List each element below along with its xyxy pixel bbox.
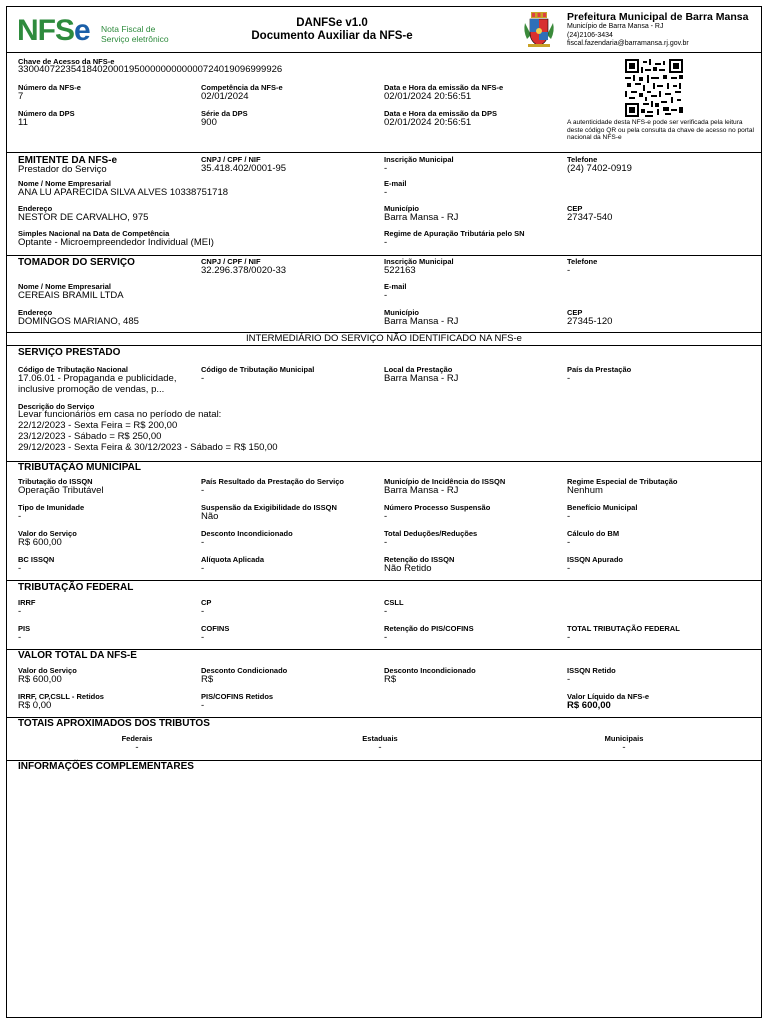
tomador-tel-label: Telefone [567,257,598,266]
chave-label: Chave de Acesso da NFS-e [18,57,115,66]
vt-desc-cond-value: R$ [201,674,214,685]
emissao-dps-label: Data e Hora da emissão da DPS [384,109,497,118]
cofins-value: - [201,632,205,643]
valor-servico-label: Valor do Serviço [18,529,77,538]
numero-nfse-value: 7 [18,91,24,102]
vt-liquido-label: Valor Líquido da NFS-e [567,692,650,701]
aliquota-label: Alíquota Aplicada [201,555,265,564]
totais-est-label: Estaduais [362,734,398,743]
totais-fed-value: - [135,742,139,753]
tomador-end-value: DOMINGOS MARIANO, 485 [18,316,139,327]
tomador-im-value: 522163 [384,265,416,276]
totais-mun-label: Municipais [604,734,644,743]
num-proc-label: Número Processo Suspensão [384,503,491,512]
emitente-im-value: - [384,163,388,174]
tomador-cep-value: 27345-120 [567,316,613,327]
tomador-tel-value: - [567,265,571,276]
emitente-cep-label: CEP [567,204,583,213]
prefeitura-name: Prefeitura Municipal de Barra Mansa [567,11,749,23]
tomador-end-label: Endereço [18,308,53,317]
pais-res-value: - [201,485,205,496]
csll-label: CSLL [384,598,404,607]
emitente-tel-value: (24) 7402-0919 [567,163,632,174]
desc-line2: 22/12/2023 - Sexta Feira = R$ 200,00 [18,420,178,431]
calc-bm-value: - [567,537,571,548]
bc-issqn-value: - [18,563,22,574]
desc-incond-label: Desconto Incondicionado [201,529,293,538]
ret-pis-value: - [384,632,388,643]
prefeitura-info [567,11,757,49]
total-trib-fed-label: TOTAL TRIBUTAÇÃO FEDERAL [567,624,680,633]
divider [7,255,761,256]
vt-desc-cond-label: Desconto Condicionado [201,666,288,675]
competencia-value: 02/01/2024 [201,91,249,102]
total-ded-value: - [384,537,388,548]
servico-title: SERVIÇO PRESTADO [18,347,121,358]
nfse-logo [17,14,169,47]
tomador-mun-label: Município [384,308,419,317]
pais-label: País da Prestação [567,365,632,374]
cod-nac-line1: 17.06.01 - Propaganda e publicidade, [18,373,177,384]
divider [7,52,761,53]
serie-dps-label: Série da DPS [201,109,248,118]
trib-issqn-value: Operação Tributável [18,485,104,496]
tomador-email-value: - [384,290,388,301]
tomador-cnpj-label: CNPJ / CPF / NIF [201,257,261,266]
tomador-im-label: Inscrição Municipal [384,257,454,266]
emitente-cnpj-label: CNPJ / CPF / NIF [201,155,261,164]
totais-fed-label: Federais [121,734,153,743]
totais-est-value: - [378,742,382,753]
desc-line3: 23/12/2023 - Sábado = R$ 250,00 [18,431,162,442]
pis-value: - [18,632,22,643]
emitente-title: EMITENTE DA NFS-e [18,155,118,166]
vt-issqn-ret-value: - [567,674,571,685]
logo-subtitle [101,24,191,44]
vt-pis-label: PIS/COFINS Retidos [201,692,274,701]
municipal-crest-icon [523,11,555,49]
logo-e-text: e [74,14,91,47]
logo-sub-line1: Nota Fiscal de [101,24,156,34]
desc-line4: 29/12/2023 - Sexta Feira & 30/12/2023 - Sábado = R$ 150,00 [18,442,278,453]
vt-valor-label: Valor do Serviço [18,666,77,675]
pais-res-label: País Resultado da Prestação do Serviço [201,477,344,486]
susp-value: Não [201,511,219,522]
emitente-mun-value: Barra Mansa - RJ [384,212,459,223]
emissao-nfse-value: 02/01/2024 20:56:51 [384,91,472,102]
csll-value: - [384,606,388,617]
tipo-imun-value: - [18,511,22,522]
desc-incond-value: - [201,537,205,548]
issqn-apurado-value: - [567,563,571,574]
benef-value: - [567,511,571,522]
mun-inc-label: Município de Incidência do ISSQN [384,477,506,486]
aliquota-value: - [201,563,205,574]
pis-label: PIS [18,624,31,633]
tipo-imun-label: Tipo de Imunidade [18,503,85,512]
cp-label: CP [201,598,212,607]
tomador-nome-label: Nome / Nome Empresarial [18,282,111,291]
tomador-cep-label: CEP [567,308,583,317]
qr-code-icon[interactable] [625,59,683,117]
numero-dps-label: Número da DPS [18,109,75,118]
local-value: Barra Mansa - RJ [384,373,459,384]
valor-servico-value: R$ 600,00 [18,537,62,548]
ret-pis-label: Retenção do PIS/COFINS [384,624,474,633]
emitente-cnpj-value: 35.418.402/0001-95 [201,163,287,174]
numero-dps-value: 11 [18,117,28,128]
cofins-label: COFINS [201,624,230,633]
tomador-cnpj-value: 32.296.378/0020-33 [201,265,287,276]
total-trib-fed-value: - [567,632,571,643]
emitente-tel-label: Telefone [567,155,598,164]
trib-issqn-label: Tributação do ISSQN [18,477,93,486]
emitente-mun-label: Município [384,204,419,213]
logo-sub-line2: Serviço eletrônico [101,34,169,44]
tomador-mun-value: Barra Mansa - RJ [384,316,459,327]
document-title [237,17,427,43]
emitente-email-label: E-mail [384,179,407,188]
total-ded-label: Total Deduções/Reduções [384,529,478,538]
vt-irrf-value: R$ 0,00 [18,700,52,711]
mun-inc-value: Barra Mansa - RJ [384,485,459,496]
local-label: Local da Prestação [384,365,453,374]
tomador-nome-value: CEREAIS BRAMIL LTDA [18,290,124,301]
title-line2: Documento Auxiliar da NFS-e [251,30,413,42]
vt-liquido-value: R$ 600,00 [567,700,611,711]
reg-esp-value: Nenhum [567,485,603,496]
valor-total-title: VALOR TOTAL DA NFS-E [18,650,137,661]
emissao-nfse-label: Data e Hora da emissão da NFS-e [384,83,504,92]
simples-label: Simples Nacional na Data de Competência [18,229,170,238]
prefeitura-municipio: Município de Barra Mansa - RJ [567,23,664,30]
cp-value: - [201,606,205,617]
emitente-im-label: Inscrição Municipal [384,155,454,164]
competencia-label: Competência da NFS-e [201,83,283,92]
irrf-label: IRRF [18,598,36,607]
qr-authenticity-note: A autenticidade desta NFS-e pode ser verificada pela leitura deste código QR ou pela consulta da chave de acesso no portal nacional da NFS-e [567,119,754,142]
prefeitura-phone: (24)2106-3434 [567,31,613,39]
divider [7,580,761,581]
vt-desc-incond-value: R$ [384,674,397,685]
trib-fed-title: TRIBUTAÇÃO FEDERAL [18,582,134,593]
cod-mun-label: Código de Tributação Municipal [201,365,315,374]
vt-desc-incond-label: Desconto Incondicionado [384,666,476,675]
logo-nfs-text: NFS [17,14,74,47]
num-proc-value: - [384,511,388,522]
emitente-nome-value: ANA LU APARECIDA SILVA ALVES 10338751718 [18,187,229,198]
totais-title: TOTAIS APROXIMADOS DOS TRIBUTOS [18,718,210,729]
info-comp-title: INFORMAÇÕES COMPLEMENTARES [18,761,194,772]
vt-pis-value: - [201,700,205,711]
divider [7,345,761,346]
retencao-issqn-value: Não Retido [384,563,432,574]
emitente-email-value: - [384,187,388,198]
cod-nac-label: Código de Tributação Nacional [18,365,129,374]
regime-sn-label: Regime de Apuração Tributária pelo SN [384,229,525,238]
cod-mun-value: - [201,373,205,384]
numero-nfse-label: Número da NFS-e [18,83,81,92]
retencao-issqn-label: Retenção do ISSQN [384,555,455,564]
reg-esp-label: Regime Especial de Tributação [567,477,678,486]
emitente-end-value: NESTOR DE CARVALHO, 975 [18,212,149,223]
desc-label: Descrição do Serviço [18,402,95,411]
regime-sn-value: - [384,237,388,248]
vt-irrf-label: IRRF, CP,CSLL - Retidos [18,692,104,701]
desc-line1: Levar funcionários em casa no período de natal: [18,409,222,420]
trib-mun-title: TRIBUTAÇÃO MUNICIPAL [18,462,141,473]
pais-value: - [567,373,571,384]
irrf-value: - [18,606,22,617]
emitente-cep-value: 27347-540 [567,212,613,223]
issqn-apurado-label: ISSQN Apurado [567,555,623,564]
emitente-end-label: Endereço [18,204,53,213]
divider [7,152,761,153]
susp-label: Suspensão da Exigibilidade do ISSQN [201,503,337,512]
cod-nac-line2: inclusive promoção de vendas, p... [18,384,165,395]
serie-dps-value: 900 [201,117,217,128]
vt-valor-value: R$ 600,00 [18,674,62,685]
danfse-document [6,6,762,1018]
tomador-email-label: E-mail [384,282,407,291]
intermediario-notice: INTERMEDIÁRIO DO SERVIÇO NÃO IDENTIFICADO NA NFS-e [246,333,522,344]
bc-issqn-label: BC ISSQN [18,555,55,564]
title-line1: DANFSe v1.0 [296,17,368,29]
chave-value: 33004072235418402000195000000000000724019096999926 [18,64,283,75]
simples-value: Optante - Microempreendedor Individual (MEI) [18,237,214,248]
totais-mun-value: - [622,742,626,753]
emitente-subtitle: Prestador do Serviço [18,164,107,175]
benef-label: Benefício Municipal [567,503,638,512]
prefeitura-email: fiscal.fazendaria@barramansa.rj.gov.br [567,40,689,47]
emissao-dps-value: 02/01/2024 20:56:51 [384,117,472,128]
calc-bm-label: Cálculo do BM [567,529,620,538]
vt-issqn-ret-label: ISSQN Retido [567,666,616,675]
emitente-nome-label: Nome / Nome Empresarial [18,179,111,188]
tomador-title: TOMADOR DO SERVIÇO [18,257,135,268]
